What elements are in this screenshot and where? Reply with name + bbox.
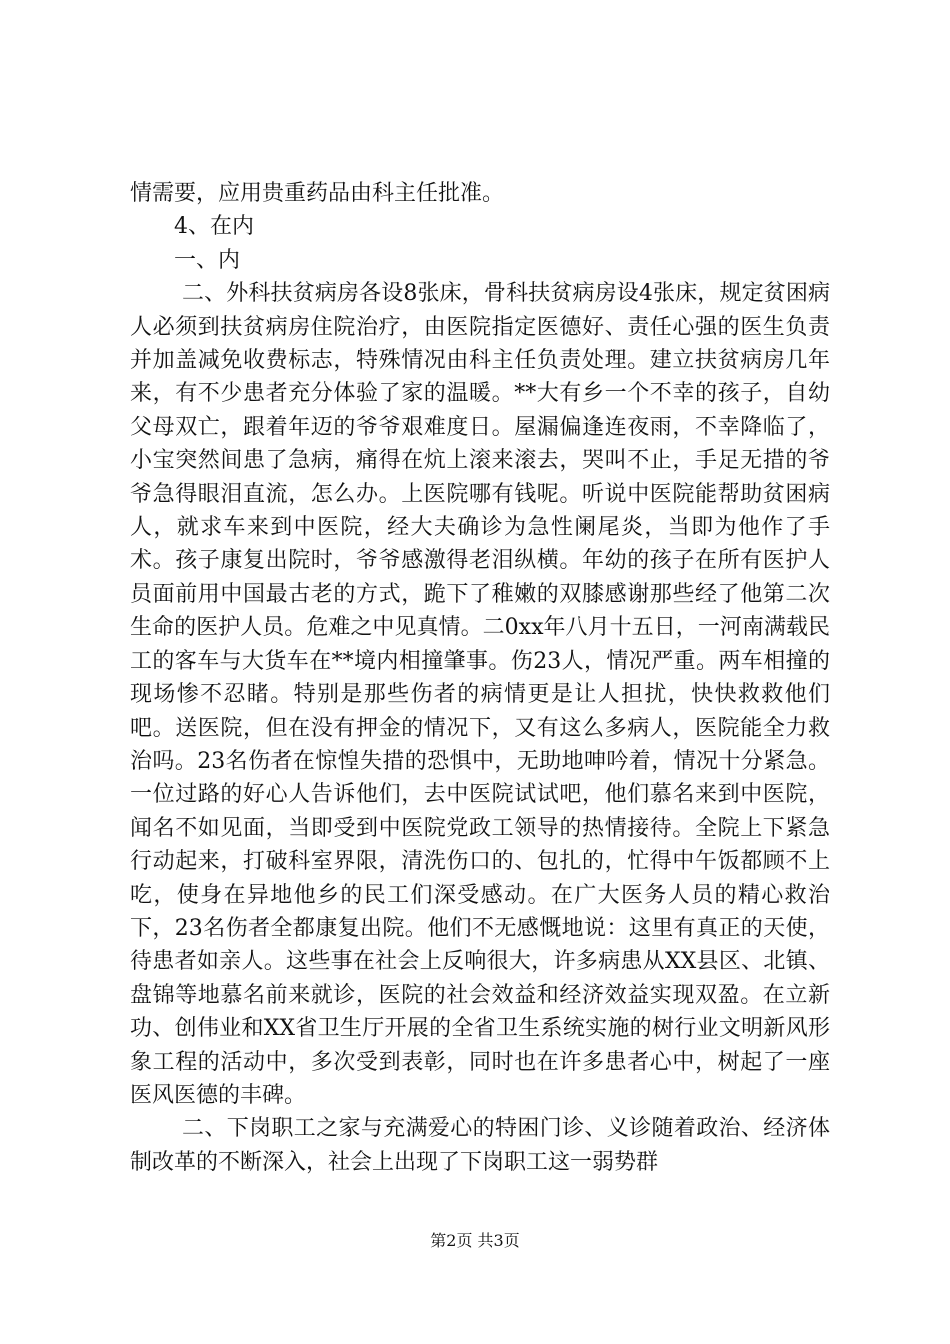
paragraph-poverty-ward: 二、外科扶贫病房各设8张床，骨科扶贫病房设4张床，规定贫困病人必须到扶贫病房住院治疗，由医院指定医德好、责任心强的医生负责并加盖减免收费标志，特殊情况由科主任负责处理。建立扶贫病房几年来，有不少患者充分体验了家的温暖。**大有乡一个不幸的孩子，自幼父母双亡，跟着年迈的爷爷艰难度日。屋漏偏逢连夜雨，不幸降临了，小宝突然间患了急病，痛得在炕上滚来滚去，哭叫不止，手足无措的爷爷急得眼泪直流，怎么办。上医院哪有钱呢。听说中医院能帮助贫困病人，就求车来到中医院，经大夫确诊为急性阑尾炎，当即为他作了手术。孩子康复出院时，爷爷感激得老泪纵横。年幼的孩子在所有医护人员面前用中国最古老的方式，跪下了稚嫩的双膝感谢那些经了他第二次生命的医护人员。危难之中见真情。二0xx年八月十五日，一河南满载民工的客车与大货车在**境内相撞肇事。伤23人，情况严重。两车相撞的现场惨不忍睹。特别是那些伤者的病情更是让人担扰，快快救救他们吧。送医院，但在没有押金的情况下，又有这么多病人，医院能全力救治吗。23名伤者在惊惶失措的恐惧中，无助地呻吟着，情况十分紧急。一位过路的好心人告诉他们，去中医院试试吧，他们慕名来到中医院，闻名不如见面，当即受到中医院党政工领导的热情接待。全院上下紧急行动起来，打破科室界限，清洗伤口的、包扎的，忙得中午饭都顾不上吃，使身在异地他乡的民工们深受感动。在广大医务人员的精心救治下，23名伤者全都康复出院。他们不无感慨地说：这里有真正的天使，待患者如亲人。这些事在社会上反响很大，许多病患从XX县区、北镇、盘锦等地慕名前来就诊，医院的社会效益和经济效益实现双盈。在立新功、创伟业和XX省卫生厅开展的全省卫生系统实施的树行业文明新风形象工程的活动中，多次受到表彰，同时也在许多患者心中，树起了一座医风医德的丰碑。 <box>130 281 830 1108</box>
paragraph-heading-4: 4、在内 <box>174 214 254 240</box>
paragraph-laid-off-workers: 二、下岗职工之家与充满爱心的特困门诊、义诊随着政治、经济体制改革的不断深入，社会上出现了下岗职工这一弱势群 <box>130 1116 830 1175</box>
paragraph-continuation: 情需要，应用贵重药品由科主任批准。 <box>130 181 505 206</box>
document-body <box>130 177 830 1179</box>
paragraph-heading-1: 一、内 <box>174 247 241 273</box>
page-number: 第2页 共3页 <box>430 1231 520 1250</box>
